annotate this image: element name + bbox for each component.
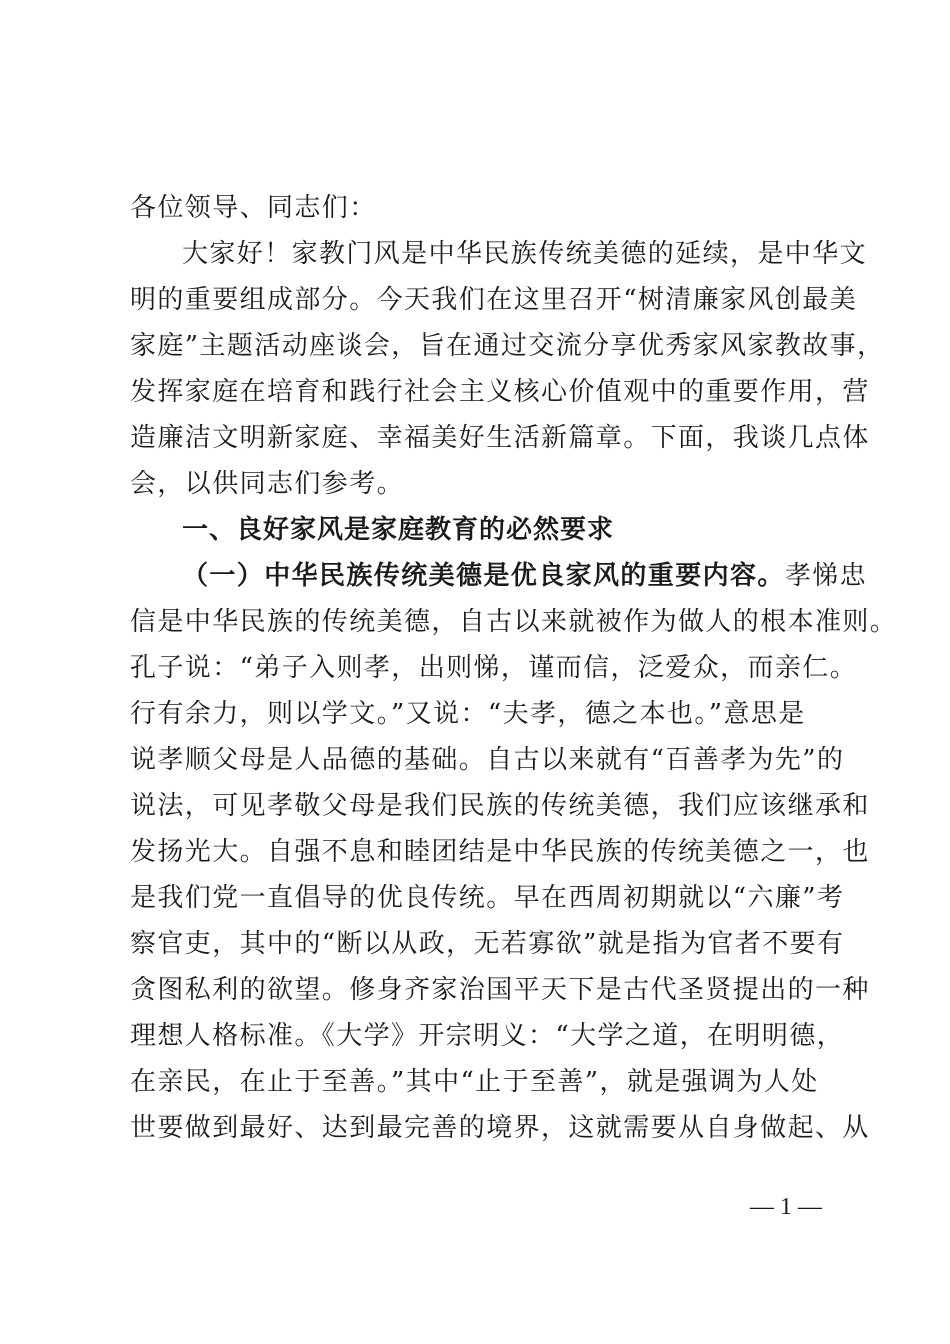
subsection-heading: （一）中华民族传统美德是优良家风的重要内容。 — [182, 561, 785, 591]
page-number: — 1 — — [750, 1194, 822, 1220]
intro-line: 大家好！家教门风是中华民族传统美德的延续，是中华文 — [182, 239, 868, 269]
body-line: 孔子说：“弟子入则孝，出则悌，谨而信，泛爱众，而亲仁。 — [130, 653, 858, 683]
subsection-first-line — [182, 560, 882, 592]
body-line: 行有余力，则以学文。”又说：“夫孝，德之本也。”意思是 — [130, 699, 806, 729]
body-line: 贪图私利的欲望。修身齐家治国平天下是古代圣贤提出的一种 — [130, 975, 870, 1005]
body-line: 说孝顺父母是人品德的基础。自古以来就有“百善孝为先”的 — [130, 745, 845, 775]
body-line: 说法，可见孝敬父母是我们民族的传统美德，我们应该继承和 — [130, 791, 870, 821]
body-line: 察官吏，其中的“断以从政，无若寡欲”就是指为官者不要有 — [130, 929, 845, 959]
salutation: 各位领导、同志们： — [130, 193, 377, 223]
intro-line: 明的重要组成部分。今天我们在这里召开“树清廉家风创最美 — [130, 285, 858, 315]
intro-line: 造廉洁文明新家庭、幸福美好生活新篇章。下面，我谈几点体 — [130, 423, 870, 453]
section-heading: 一、良好家风是家庭教育的必然要求 — [182, 515, 615, 545]
intro-line: 发挥家庭在培育和践行社会主义核心价值观中的重要作用，营 — [130, 377, 870, 407]
body-line: 发扬光大。自强不息和睦团结是中华民族的传统美德之一，也 — [130, 837, 870, 867]
body-line: 在亲民，在止于至善。”其中“止于至善”，就是强调为人处 — [130, 1067, 819, 1097]
intro-line: 家庭”主题活动座谈会，旨在通过交流分享优秀家风家教故事， — [130, 331, 885, 361]
subsection-first-line-rest: 孝悌忠 — [784, 561, 868, 591]
intro-line: 会，以供同志们参考。 — [130, 469, 405, 499]
body-line: 信是中华民族的传统美德，自古以来就被作为做人的根本准则。 — [130, 607, 898, 637]
body-line: 理想人格标准。《大学》开宗明义：“大学之道，在明明德， — [130, 1021, 845, 1051]
body-line: 世要做到最好、达到最完善的境界，这就需要从自身做起、从 — [130, 1113, 870, 1143]
body-line: 是我们党一直倡导的优良传统。早在西周初期就以“六廉”考 — [130, 883, 845, 913]
